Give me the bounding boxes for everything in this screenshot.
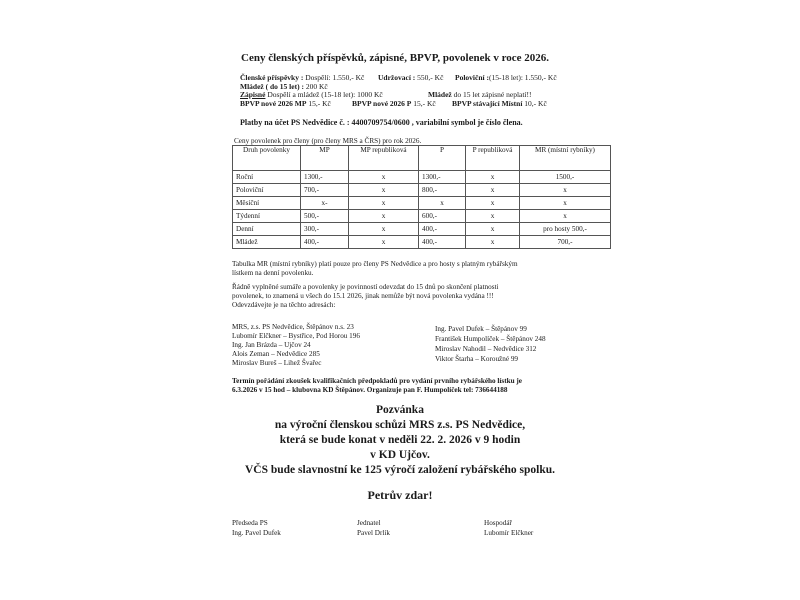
header-cell: P [419, 146, 466, 171]
registration-fee: Zápisné Dospělí a mládež (15-18 let): 1000 Kč [240, 90, 383, 99]
adult-fee: Dospělí: 1.550,- Kč [305, 73, 365, 82]
bpvp-p: BPVP nové 2026 P 15,- Kč [352, 99, 436, 108]
address-item: František Humpolíček – Štěpánov 248 [435, 335, 546, 343]
greeting: Petrův zdar! [367, 488, 433, 502]
addresses-right [435, 324, 546, 364]
table-row: Denní 300,- x 400,- x pro hosty 500,- [233, 223, 611, 236]
signature-secretary: Jednatel Pavel Drlík [357, 519, 390, 537]
youth-fee: Mládež ( do 15 let) : 200 Kč [240, 82, 328, 91]
table-row: Měsíční x- x x x x [233, 197, 611, 210]
header-cell: MP [301, 146, 349, 171]
address-item: Alois Zeman – Nedvědice 285 [232, 350, 320, 358]
half-fee: Poloviční :(15-18 let): 1.550,- Kč [455, 73, 557, 82]
note-return-permits: Řádně vyplněné sumáře a povolenky je povinností odevzdat do 15 dnů po skončení platnosti povolenek, to znamená u všech do 15.1 2026, jinak nemůže být nová povolenka vydána !!! Odevzdávejte je na těchto adresách: [232, 283, 499, 309]
table-row: Poloviční 700,- x 800,- x x [233, 184, 611, 197]
fees-line-1 [240, 73, 364, 82]
address-item: Miroslav Nahodil – Nedvědice 312 [435, 345, 537, 353]
bpvp-local: BPVP stávající Místní 10,- Kč [452, 99, 547, 108]
table-row: Mládež 400,- x 400,- x 700,- [233, 236, 611, 249]
table-header-row [233, 146, 611, 171]
table-row: Roční 1300,- x 1300,- x 1500,- [233, 171, 611, 184]
invitation: Pozvánka na výroční členskou schůzi MRS z.s. PS Nedvědice, která se bude konat v neděli 22. 2. 2026 v 9 hodin v KD Ujčov. VČS bude slavnostní ke 125 výročí založení rybářského spolku. [0, 403, 800, 478]
maintenance-fee: Udržovací : 550,- Kč [378, 73, 444, 82]
signature-treasurer: Hospodář Lubomír Elčkner [484, 519, 534, 537]
member-fee-label: Členské příspěvky : [240, 73, 304, 82]
payment-info: Platby na účet PS Nedvědice č. : 4400709754/0600 , variabilní symbol je číslo člena. [240, 118, 523, 127]
permit-price-table [232, 145, 611, 249]
registration-note: Mládež do 15 let zápisné neplatí!! [428, 90, 532, 99]
table-caption: Ceny povolenek pro členy (pro členy MRS a ČRS) pro rok 2026. [234, 137, 422, 145]
address-item: Lubomír Elčkner – Bystřice, Pod Horou 196 [232, 332, 360, 340]
document-title: Ceny členských příspěvků, zápisné, BPVP, povolenek v roce 2026. [241, 52, 550, 64]
header-cell: MR (místní rybníky) [520, 146, 611, 171]
header-cell: MP republiková [349, 146, 419, 171]
address-item: Viktor Štarha – Koroužné 99 [435, 355, 519, 363]
header-cell: P republiková [466, 146, 520, 171]
invitation-heading: Pozvánka [376, 404, 424, 416]
address-item: Ing. Pavel Dufek – Štěpánov 99 [435, 325, 527, 333]
addresses-left [232, 323, 360, 368]
signature-chairman: Předseda PS Ing. Pavel Dufek [232, 519, 281, 537]
table-row: Týdenní 500,- x 600,- x x [233, 210, 611, 223]
address-item: Miroslav Bureš – Lihež Švařec [232, 359, 322, 367]
note-local-ponds: Tabulka MR (místní rybníky) platí pouze pro členy PS Nedvědice a pro hosty s platným rybářským lístkem na denní povolenku. [232, 260, 518, 277]
address-item: Ing. Jan Brázda – Ujčov 24 [232, 341, 311, 349]
exam-notice: Termín pořádání zkoušek kvalifikačních předpokladů pro vydání prvního rybářského lístku je 6.3.2026 v 15 hod – klubovna KD Štěpánov. Organizuje pan F. Humpolíček tel: 736644188 [232, 377, 522, 394]
bpvp-mp: BPVP nové 2026 MP 15,- Kč [240, 99, 331, 108]
address-item: MRS, z.s. PS Nedvědice, Štěpánov n.s. 23 [232, 323, 354, 331]
header-cell: Druh povolenky [233, 146, 301, 171]
